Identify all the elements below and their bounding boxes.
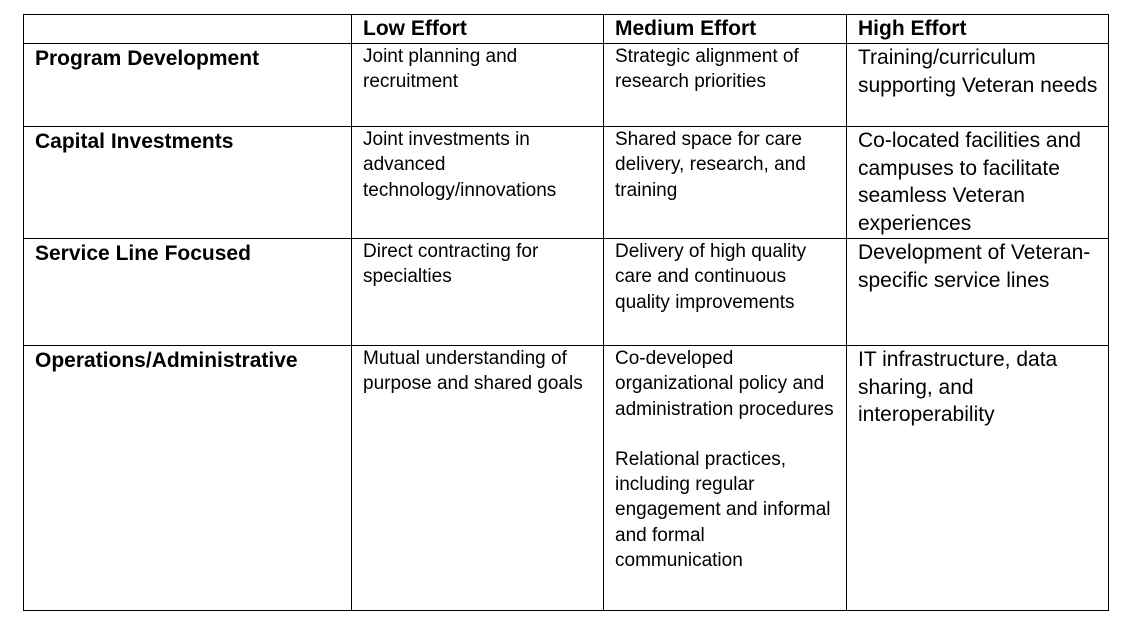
medium-effort-cell xyxy=(604,127,847,239)
medium-effort-text: Delivery of high quality care and continuous quality improvements xyxy=(615,241,807,313)
medium-effort-text: Strategic alignment of research priorities xyxy=(615,46,799,93)
row-label: Capital Investments xyxy=(24,127,352,239)
medium-effort-text: Co-developed organizational policy and administration procedures xyxy=(615,348,834,420)
effort-matrix-table xyxy=(23,14,1109,611)
low-effort-cell: Mutual understanding of purpose and shared goals xyxy=(352,346,604,611)
table-row xyxy=(24,44,1109,127)
table-row xyxy=(24,127,1109,239)
table-row xyxy=(24,239,1109,346)
table-row xyxy=(24,346,1109,611)
row-label: Program Development xyxy=(24,44,352,127)
medium-effort-cell xyxy=(604,44,847,127)
medium-effort-cell xyxy=(604,346,847,611)
low-effort-cell: Joint investments in advanced technology/innovations xyxy=(352,127,604,239)
medium-effort-text: Relational practices, including regular engagement and informal and formal communication xyxy=(615,448,831,572)
header-low-effort: Low Effort xyxy=(352,15,604,44)
low-effort-cell: Direct contracting for specialties xyxy=(352,239,604,346)
row-label: Service Line Focused xyxy=(24,239,352,346)
high-effort-cell: Training/curriculum supporting Veteran needs xyxy=(847,44,1109,127)
low-effort-cell: Joint planning and recruitment xyxy=(352,44,604,127)
high-effort-cell: Development of Veteran-specific service lines xyxy=(847,239,1109,346)
high-effort-cell: IT infrastructure, data sharing, and interoperability xyxy=(847,346,1109,611)
header-row xyxy=(24,15,1109,44)
header-medium-effort: Medium Effort xyxy=(604,15,847,44)
header-cell-empty xyxy=(24,15,352,44)
high-effort-cell: Co-located facilities and campuses to facilitate seamless Veteran experiences xyxy=(847,127,1109,239)
medium-effort-text: Shared space for care delivery, research, and training xyxy=(615,129,806,201)
header-high-effort: High Effort xyxy=(847,15,1109,44)
medium-effort-cell xyxy=(604,239,847,346)
row-label: Operations/Administrative xyxy=(24,346,352,611)
